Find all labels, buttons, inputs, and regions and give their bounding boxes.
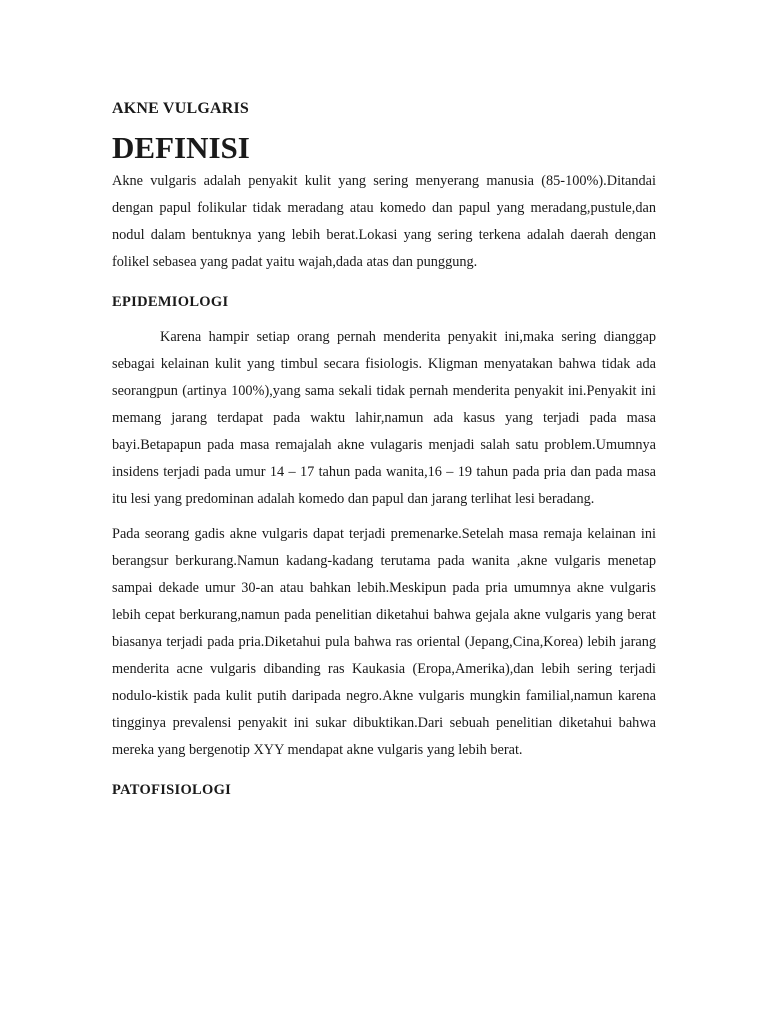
heading-epidemiologi: EPIDEMIOLOGI [112, 294, 229, 310]
document-title: AKNE VULGARIS [112, 100, 249, 117]
paragraph-definisi: Akne vulgaris adalah penyakit kulit yang sering menyerang manusia (85-100%).Ditandai dengan papul folikular tidak meradang atau komedo dan papul yang meradang,pustule,dan nodul dalam bentuknya yang lebih berat.Lokasi yang sering terkena adalah daerah dengan folikel sebasea yang padat yaitu wajah,dada atas dan punggung. [112, 173, 656, 270]
heading-definisi: DEFINISI [112, 130, 250, 165]
paragraph-epidemiologi-2: Pada seorang gadis akne vulgaris dapat terjadi premenarke.Setelah masa remaja kelainan ini berangsur berkurang.Namun kadang-kadang terutama pada wanita ,akne vulgaris menetap sampai dekade umur 30-an atau bahkan lebih.Meskipun pada pria umumnya akne vulgaris lebih cepat berkurang,namun pada penelitian diketahui bahwa gejala akne vulgaris yang berat biasanya terjadi pada pria.Diketahui pula bahwa ras oriental (Jepang,Cina,Korea) lebih jarang menderita acne vulgaris dibanding ras Kaukasia (Eropa,Amerika),dan lebih sering terjadi nodulo-kistik pada kulit putih daripada negro.Akne vulgaris mungkin familial,namun karena tingginya prevalensi penyakit ini sukar dibuktikan.Dari sebuah penelitian diketahui bahwa mereka yang bergenotip XYY mendapat akne vulgaris yang lebih berat. [112, 526, 656, 758]
heading-patofisiologi: PATOFISIOLOGI [112, 782, 232, 798]
paragraph-epidemiologi-1: Karena hampir setiap orang pernah menderita penyakit ini,maka sering dianggap sebagai kelainan kulit yang timbul secara fisiologis. Kligman menyatakan bahwa tidak ada seorangpun (artinya 100%),yang sama sekali tidak pernah menderita penyakit ini.Penyakit ini memang jarang terdapat pada waktu lahir,namun ada kasus yang terjadi pada masa bayi.Betapapun pada masa remajalah akne vulagaris menjadi salah satu problem.Umumnya insidens terjadi pada umur 14 – 17 tahun pada wanita,16 – 19 tahun pada pria dan pada masa itu lesi yang predominan adalah komedo dan papul dan jarang terlihat lesi beradang. [112, 329, 656, 507]
